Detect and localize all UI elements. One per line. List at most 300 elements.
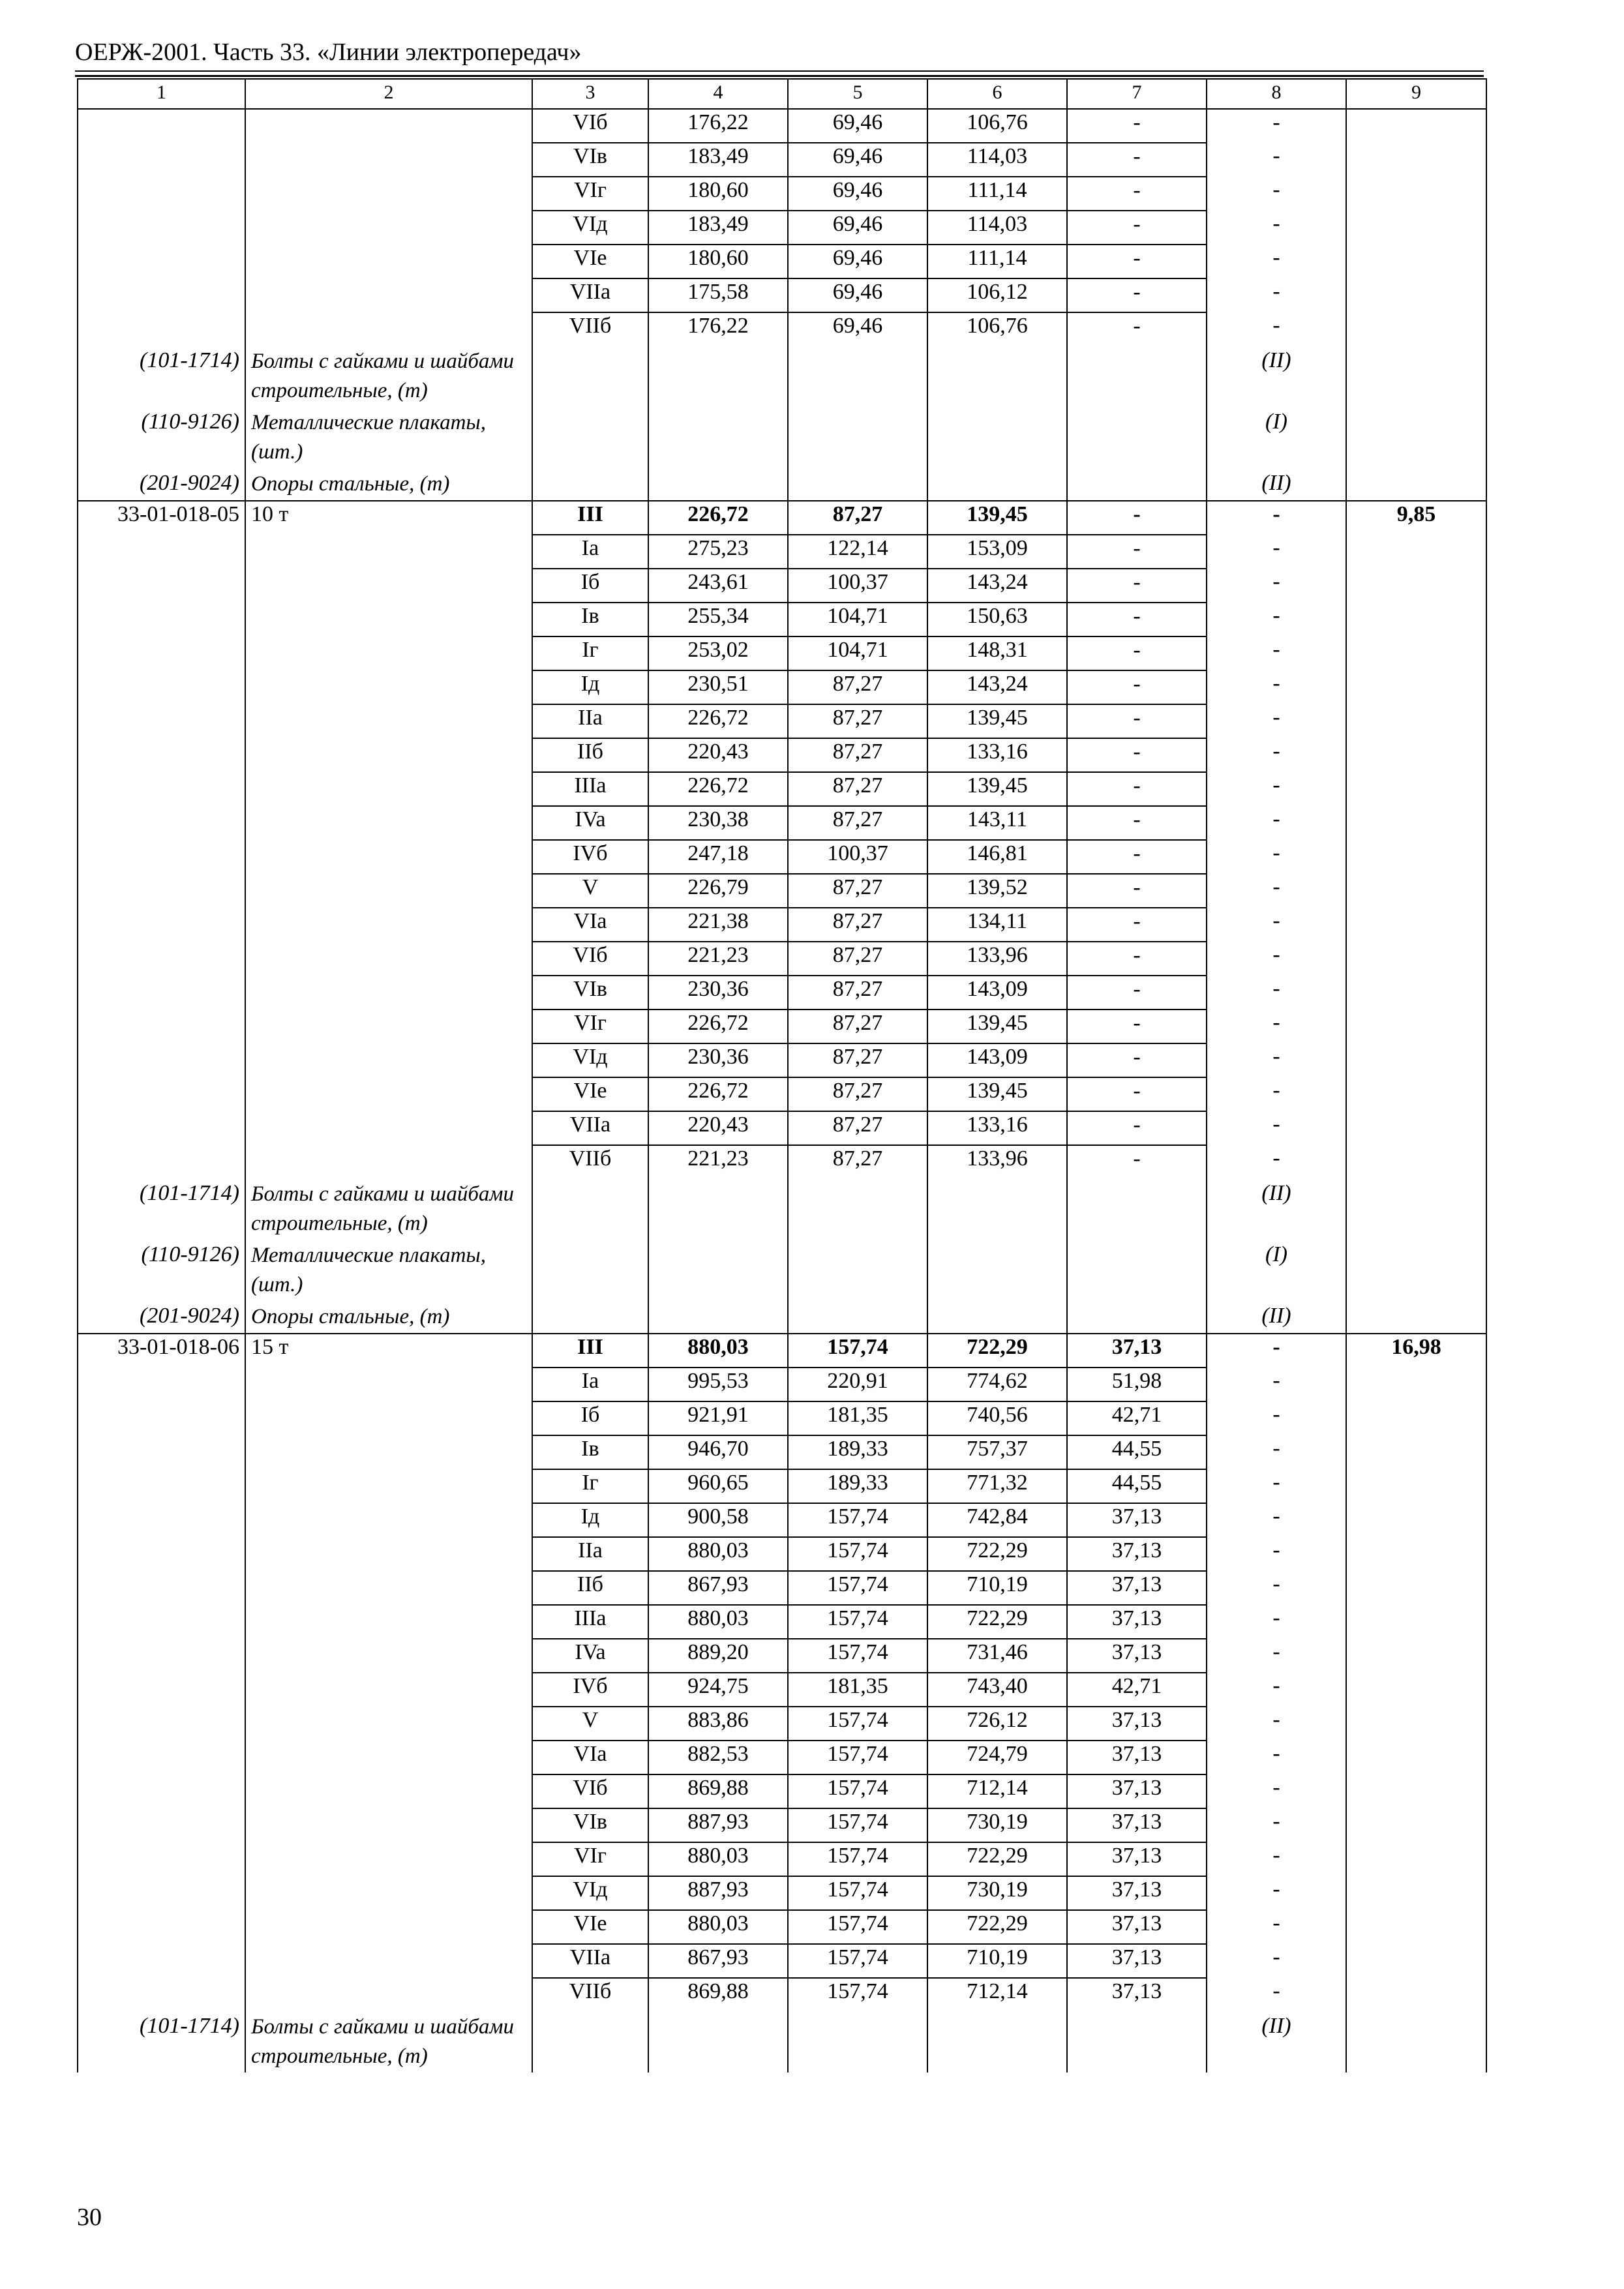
resource-name-cell: Болты с гайками и шайбами строительные, (т) [245,1178,532,1240]
labor-hours-cell-empty [1346,1605,1486,1639]
code-cell-empty [78,1077,245,1111]
name-cell-empty [245,245,532,278]
name-cell-empty [245,1944,532,1978]
material-cost-cell: - [1207,1774,1346,1808]
total-cost-cell: 880,03 [648,1537,788,1571]
climate-zone-cell: IIб [532,1571,648,1605]
machine-cost-cell: 143,09 [927,1043,1067,1077]
labor-cost-cell: 69,46 [788,245,927,278]
column-number-cell: 2 [245,79,532,109]
labor-cost-cell: 157,74 [788,1571,927,1605]
labor-cost-cell: 122,14 [788,535,927,569]
climate-zone-cell: IVa [532,1639,648,1673]
code-cell-empty [78,1145,245,1178]
labor-hours-cell-empty [1346,738,1486,772]
material-cost-cell: - [1207,1145,1346,1178]
name-cell-empty [245,942,532,976]
labor-hours-cell-empty [1346,942,1486,976]
labor-cost-cell: 69,46 [788,211,927,245]
material-cost-cell: - [1207,312,1346,346]
total-cost-cell: 253,02 [648,636,788,670]
unit-cell: 15 т [245,1334,532,1368]
total-cost-cell: 221,23 [648,1145,788,1178]
machine-cost-cell: 133,16 [927,1111,1067,1145]
machine-cost-cell: 133,16 [927,738,1067,772]
code-cell-empty [78,1435,245,1469]
labor-cost-cell: 69,46 [788,278,927,312]
total-cost-cell: 887,93 [648,1808,788,1842]
machine-cost-cell: 726,12 [927,1707,1067,1741]
climate-zone-cell: VIв [532,976,648,1010]
table-row [78,772,1486,806]
table-row [78,840,1486,874]
labor-hours-cell: 16,98 [1346,1334,1486,1368]
empty-cell [788,2011,927,2072]
climate-zone-cell: III [532,1334,648,1368]
climate-zone-cell: VIб [532,942,648,976]
name-cell-empty [245,772,532,806]
climate-zone-cell: VIe [532,245,648,278]
labor-hours-cell-empty [1346,1043,1486,1077]
code-cell-empty [78,874,245,908]
machinist-wage-cell: 37,13 [1067,1334,1207,1368]
climate-zone-cell: III [532,501,648,535]
labor-hours-cell-empty [1346,636,1486,670]
resource-row [78,1301,1486,1334]
machinist-wage-cell: - [1067,738,1207,772]
machine-cost-cell: 146,81 [927,840,1067,874]
resource-name-cell: Опоры стальные, (т) [245,1301,532,1334]
total-cost-cell: 180,60 [648,245,788,278]
machine-cost-cell: 742,84 [927,1503,1067,1537]
total-cost-cell: 880,03 [648,1842,788,1876]
machinist-wage-cell: - [1067,312,1207,346]
climate-zone-cell: IIIa [532,1605,648,1639]
name-cell-empty [245,109,532,143]
empty-cell [927,1240,1067,1301]
material-cost-cell: - [1207,278,1346,312]
total-cost-cell: 887,93 [648,1876,788,1910]
empty-cell [648,407,788,468]
machine-cost-cell: 143,09 [927,976,1067,1010]
labor-hours-cell-empty [1346,211,1486,245]
machinist-wage-cell: - [1067,1043,1207,1077]
climate-zone-cell: Iб [532,569,648,603]
material-cost-cell: - [1207,501,1346,535]
machine-cost-cell: 139,45 [927,1077,1067,1111]
code-cell-empty [78,569,245,603]
table-row [78,1010,1486,1043]
labor-cost-cell: 87,27 [788,704,927,738]
labor-cost-cell: 181,35 [788,1401,927,1435]
empty-cell [1346,1301,1486,1334]
labor-cost-cell: 87,27 [788,1077,927,1111]
labor-hours-cell-empty [1346,1469,1486,1503]
resource-code-cell: (101-1714) [78,2011,245,2072]
labor-cost-cell: 157,74 [788,1537,927,1571]
code-cell-empty [78,1469,245,1503]
total-cost-cell: 255,34 [648,603,788,636]
total-cost-cell: 230,51 [648,670,788,704]
machine-cost-cell: 731,46 [927,1639,1067,1673]
labor-cost-cell: 100,37 [788,840,927,874]
table-row [78,1673,1486,1707]
total-cost-cell: 226,79 [648,874,788,908]
climate-zone-cell: IVa [532,806,648,840]
total-cost-cell: 220,43 [648,1111,788,1145]
climate-zone-cell: VIг [532,177,648,211]
table-row [78,738,1486,772]
total-cost-cell: 882,53 [648,1741,788,1774]
labor-hours-cell-empty [1346,1077,1486,1111]
empty-cell [927,468,1067,501]
empty-cell [1346,1178,1486,1240]
labor-cost-cell: 87,27 [788,1010,927,1043]
machine-cost-cell: 106,76 [927,109,1067,143]
machinist-wage-cell: - [1067,501,1207,535]
name-cell-empty [245,1774,532,1808]
code-cell-empty [78,738,245,772]
name-cell-empty [245,569,532,603]
climate-zone-cell: IIб [532,738,648,772]
total-cost-cell: 880,03 [648,1334,788,1368]
empty-cell [1346,407,1486,468]
labor-hours-cell-empty [1346,312,1486,346]
empty-cell [1346,346,1486,407]
labor-hours-cell-empty [1346,670,1486,704]
code-cell-empty [78,1842,245,1876]
resource-code-cell: (110-9126) [78,407,245,468]
climate-zone-cell: VIIa [532,1944,648,1978]
table-row [78,1077,1486,1111]
table-row [78,1469,1486,1503]
machinist-wage-cell: - [1067,1010,1207,1043]
code-cell-empty [78,1605,245,1639]
code-cell-empty [78,1537,245,1571]
column-number-cell: 4 [648,79,788,109]
empty-cell [927,407,1067,468]
empty-cell [648,346,788,407]
labor-cost-cell: 104,71 [788,603,927,636]
labor-cost-cell: 69,46 [788,312,927,346]
material-cost-cell: - [1207,1978,1346,2011]
total-cost-cell: 946,70 [648,1435,788,1469]
material-cost-cell: - [1207,840,1346,874]
machine-cost-cell: 111,14 [927,177,1067,211]
total-cost-cell: 889,20 [648,1639,788,1673]
code-cell-empty [78,535,245,569]
name-cell-empty [245,1808,532,1842]
machine-cost-cell: 139,45 [927,772,1067,806]
name-cell-empty [245,1741,532,1774]
total-cost-cell: 176,22 [648,312,788,346]
labor-cost-cell: 87,27 [788,1111,927,1145]
table-row [78,1401,1486,1435]
machinist-wage-cell: - [1067,636,1207,670]
empty-cell [1067,2011,1207,2072]
name-cell-empty [245,1145,532,1178]
resource-row [78,346,1486,407]
machine-cost-cell: 150,63 [927,603,1067,636]
table-row-group-start [78,501,1486,535]
labor-hours-cell-empty [1346,976,1486,1010]
name-cell-empty [245,636,532,670]
table-row [78,1145,1486,1178]
machine-cost-cell: 143,11 [927,806,1067,840]
machinist-wage-cell: - [1067,942,1207,976]
column-number-cell: 5 [788,79,927,109]
resource-code-cell: (201-9024) [78,468,245,501]
code-cell-empty [78,603,245,636]
material-cost-cell: - [1207,670,1346,704]
name-cell-empty [245,1571,532,1605]
resource-class-cell: (II) [1207,1178,1346,1240]
table-row [78,1435,1486,1469]
total-cost-cell: 867,93 [648,1571,788,1605]
labor-cost-cell: 157,74 [788,1978,927,2011]
climate-zone-cell: IIa [532,1537,648,1571]
name-cell-empty [245,1503,532,1537]
climate-zone-cell: VIa [532,1741,648,1774]
total-cost-cell: 230,36 [648,1043,788,1077]
material-cost-cell: - [1207,143,1346,177]
machine-cost-cell: 139,45 [927,1010,1067,1043]
labor-cost-cell: 87,27 [788,772,927,806]
table-row [78,1503,1486,1537]
labor-cost-cell: 69,46 [788,177,927,211]
machinist-wage-cell: 37,13 [1067,1876,1207,1910]
total-cost-cell: 869,88 [648,1978,788,2011]
material-cost-cell: - [1207,109,1346,143]
labor-hours-cell-empty [1346,177,1486,211]
table-row [78,1111,1486,1145]
labor-hours-cell-empty [1346,569,1486,603]
labor-cost-cell: 100,37 [788,569,927,603]
machinist-wage-cell: 44,55 [1067,1469,1207,1503]
climate-zone-cell: VIIб [532,1978,648,2011]
empty-cell [532,1178,648,1240]
name-cell-empty [245,908,532,942]
table-row [78,1876,1486,1910]
table-row [78,1707,1486,1741]
table-row [78,976,1486,1010]
table-row [78,1571,1486,1605]
table-row [78,312,1486,346]
total-cost-cell: 180,60 [648,177,788,211]
name-cell-empty [245,1469,532,1503]
resource-name-cell: Металлические плакаты, (шт.) [245,407,532,468]
machine-cost-cell: 143,24 [927,569,1067,603]
material-cost-cell: - [1207,1010,1346,1043]
resource-row [78,407,1486,468]
labor-cost-cell: 157,74 [788,1808,927,1842]
climate-zone-cell: V [532,874,648,908]
labor-hours-cell-empty [1346,1010,1486,1043]
labor-hours-cell-empty [1346,278,1486,312]
table-row [78,278,1486,312]
machinist-wage-cell: - [1067,245,1207,278]
machinist-wage-cell: 37,13 [1067,1503,1207,1537]
labor-hours-cell-empty [1346,1707,1486,1741]
material-cost-cell: - [1207,1605,1346,1639]
climate-zone-cell: Ia [532,1368,648,1401]
table-row [78,670,1486,704]
machine-cost-cell: 730,19 [927,1876,1067,1910]
labor-hours-cell-empty [1346,908,1486,942]
name-cell-empty [245,535,532,569]
labor-cost-cell: 87,27 [788,738,927,772]
machinist-wage-cell: 37,13 [1067,1707,1207,1741]
table-row [78,1639,1486,1673]
code-cell-empty [78,772,245,806]
resource-name-cell: Металлические плакаты, (шт.) [245,1240,532,1301]
material-cost-cell: - [1207,704,1346,738]
table-row [78,1944,1486,1978]
machine-cost-cell: 106,76 [927,312,1067,346]
climate-zone-cell: VIб [532,1774,648,1808]
machine-cost-cell: 774,62 [927,1368,1067,1401]
climate-zone-cell: Iд [532,1503,648,1537]
climate-zone-cell: VIд [532,1876,648,1910]
name-cell-empty [245,143,532,177]
code-cell-empty [78,942,245,976]
resource-class-cell: (I) [1207,1240,1346,1301]
machine-cost-cell: 133,96 [927,1145,1067,1178]
labor-hours-cell-empty [1346,245,1486,278]
material-cost-cell: - [1207,1368,1346,1401]
table-row [78,874,1486,908]
material-cost-cell: - [1207,1741,1346,1774]
table-row [78,942,1486,976]
machine-cost-cell: 106,12 [927,278,1067,312]
code-cell-empty [78,704,245,738]
table-row [78,245,1486,278]
empty-cell [788,407,927,468]
code-cell: 33-01-018-05 [78,501,245,535]
table-row [78,1368,1486,1401]
total-cost-cell: 226,72 [648,772,788,806]
climate-zone-cell: Iв [532,603,648,636]
empty-cell [788,346,927,407]
labor-cost-cell: 157,74 [788,1639,927,1673]
name-cell-empty [245,1435,532,1469]
total-cost-cell: 243,61 [648,569,788,603]
material-cost-cell: - [1207,1334,1346,1368]
machine-cost-cell: 111,14 [927,245,1067,278]
name-cell-empty [245,1077,532,1111]
labor-cost-cell: 87,27 [788,1043,927,1077]
material-cost-cell: - [1207,1571,1346,1605]
name-cell-empty [245,874,532,908]
climate-zone-cell: VIг [532,1842,648,1876]
total-cost-cell: 880,03 [648,1605,788,1639]
table-row [78,1043,1486,1077]
empty-cell [927,1178,1067,1240]
material-cost-cell: - [1207,569,1346,603]
material-cost-cell: - [1207,535,1346,569]
name-cell-empty [245,1537,532,1571]
table-row [78,1842,1486,1876]
resource-row [78,468,1486,501]
labor-hours-cell-empty [1346,1910,1486,1944]
climate-zone-cell: Iг [532,1469,648,1503]
material-cost-cell: - [1207,1639,1346,1673]
code-cell-empty [78,177,245,211]
labor-hours-cell-empty [1346,1639,1486,1673]
empty-cell [1346,2011,1486,2072]
code-cell-empty [78,806,245,840]
labor-cost-cell: 87,27 [788,670,927,704]
name-cell-empty [245,1401,532,1435]
material-cost-cell: - [1207,806,1346,840]
total-cost-cell: 230,38 [648,806,788,840]
empty-cell [927,1301,1067,1334]
empty-cell [532,1301,648,1334]
resource-code-cell: (201-9024) [78,1301,245,1334]
labor-hours-cell-empty [1346,1537,1486,1571]
empty-cell [532,468,648,501]
total-cost-cell: 226,72 [648,1077,788,1111]
empty-cell [532,407,648,468]
empty-cell [648,1301,788,1334]
name-cell-empty [245,1010,532,1043]
empty-cell [1067,468,1207,501]
material-cost-cell: - [1207,1944,1346,1978]
code-cell-empty [78,1774,245,1808]
resource-row [78,1178,1486,1240]
header-divider [75,70,1484,77]
labor-hours-cell-empty [1346,1978,1486,2011]
machinist-wage-cell: 37,13 [1067,1537,1207,1571]
machinist-wage-cell: - [1067,177,1207,211]
total-cost-cell: 226,72 [648,501,788,535]
machinist-wage-cell: - [1067,840,1207,874]
table-row-group-start [78,1334,1486,1368]
machine-cost-cell: 722,29 [927,1605,1067,1639]
machine-cost-cell: 139,45 [927,501,1067,535]
labor-hours-cell-empty [1346,1774,1486,1808]
page-header-title: ОЕРЖ-2001. Часть 33. «Линии электропередач» [75,38,582,66]
code-cell-empty [78,636,245,670]
material-cost-cell: - [1207,1910,1346,1944]
total-cost-cell: 880,03 [648,1910,788,1944]
labor-hours-cell-empty [1346,1808,1486,1842]
empty-cell [648,468,788,501]
material-cost-cell: - [1207,636,1346,670]
column-number-cell: 7 [1067,79,1207,109]
name-cell-empty [245,704,532,738]
climate-zone-cell: VIe [532,1077,648,1111]
name-cell-empty [245,1876,532,1910]
material-cost-cell: - [1207,1435,1346,1469]
table-row [78,1774,1486,1808]
code-cell-empty [78,1503,245,1537]
name-cell-empty [245,1842,532,1876]
total-cost-cell: 226,72 [648,1010,788,1043]
name-cell-empty [245,1043,532,1077]
total-cost-cell: 230,36 [648,976,788,1010]
labor-hours-cell-empty [1346,806,1486,840]
resource-name-cell: Опоры стальные, (т) [245,468,532,501]
machine-cost-cell: 712,14 [927,1978,1067,2011]
machine-cost-cell: 712,14 [927,1774,1067,1808]
code-cell-empty [78,1944,245,1978]
total-cost-cell: 183,49 [648,143,788,177]
resource-class-cell: (II) [1207,2011,1346,2072]
estimate-table-body [78,79,1486,2072]
climate-zone-cell: VIIб [532,312,648,346]
climate-zone-cell: Iд [532,670,648,704]
